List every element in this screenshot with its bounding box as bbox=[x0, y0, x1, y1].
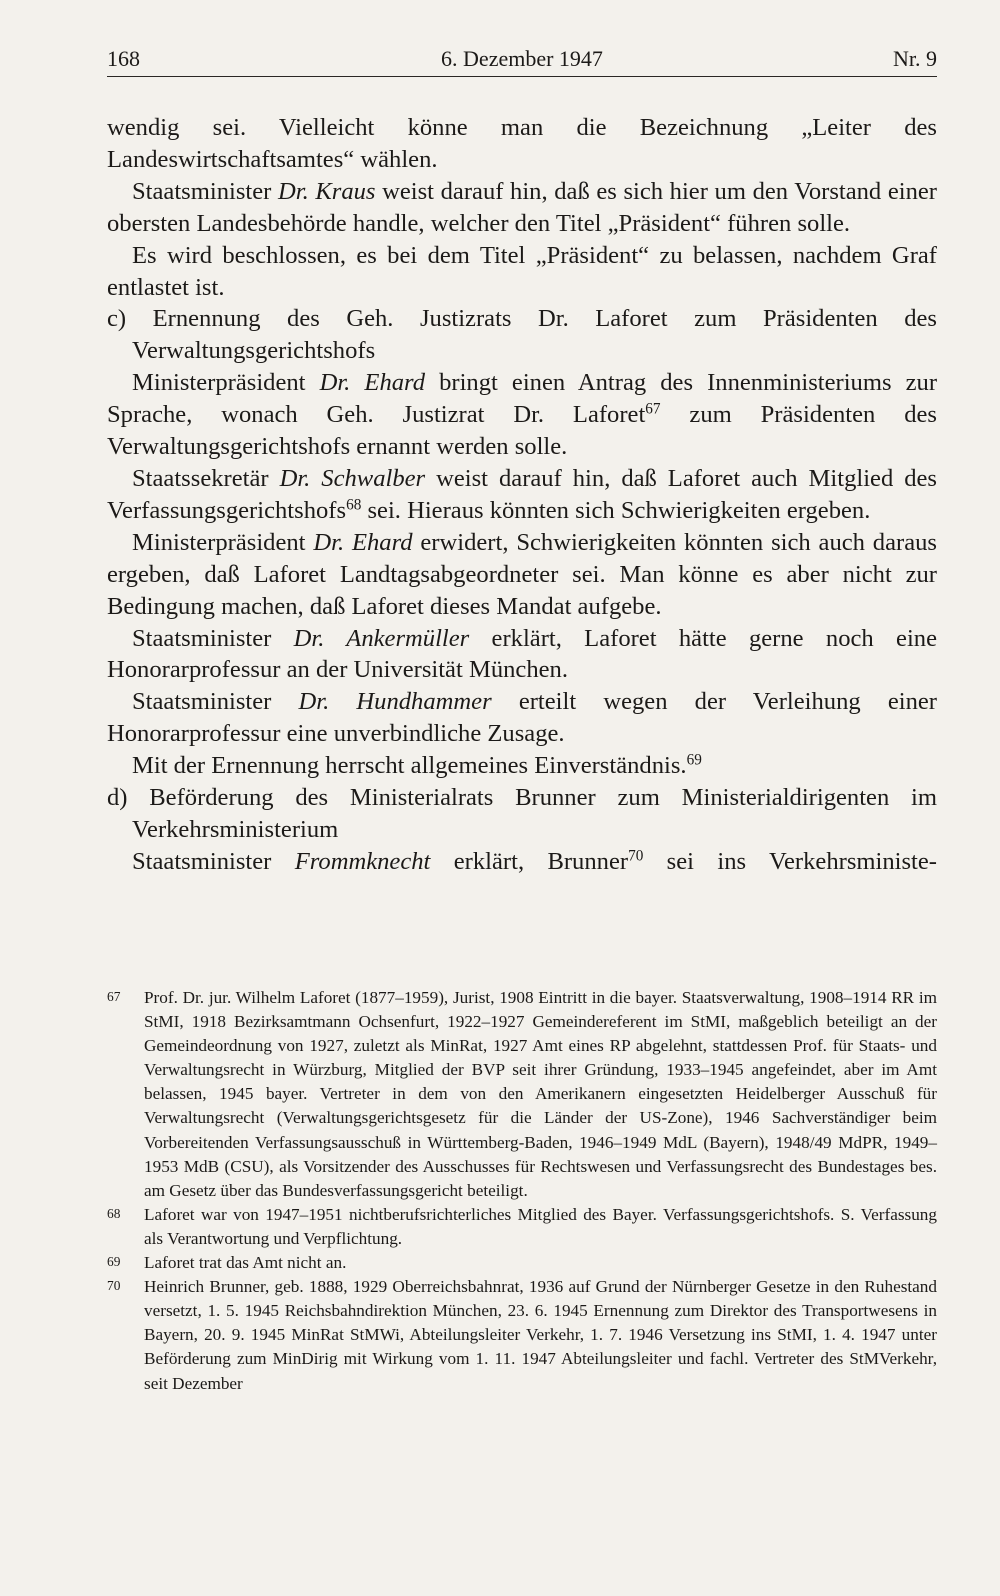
italic-text: Dr. bbox=[298, 688, 357, 716]
paragraph bbox=[107, 240, 937, 304]
italic-text: Schwalber bbox=[321, 464, 426, 492]
text-run: Mit der Ernennung herrscht allgemeines Einverständnis. bbox=[132, 752, 687, 780]
footnote-number: 67 bbox=[107, 989, 121, 1004]
footnote-ref[interactable]: 69 bbox=[686, 751, 702, 769]
text-run: weist darauf hin, daß Laforet auch Mitglied des Verfassungsgerichtshofs bbox=[107, 464, 937, 524]
text-run: Staatsminister bbox=[132, 847, 295, 875]
paragraph bbox=[107, 112, 937, 176]
text-run: Ministerpräsident bbox=[132, 528, 314, 556]
text-run: Staatssekretär bbox=[132, 464, 280, 492]
italic-text: Ankermüller bbox=[346, 624, 470, 652]
text-run: erwidert, Schwierigkeiten könnten sich auch daraus ergeben, daß Laforet Landtagsabgeordneter sei. Man könne es aber nicht zur Bedingung machen, daß Laforet dieses Mandat aufgebe. bbox=[107, 528, 937, 620]
footnote bbox=[107, 986, 937, 1203]
italic-text: Ehard bbox=[364, 369, 425, 397]
italic-text: Dr. bbox=[293, 624, 347, 652]
italic-text: Dr. bbox=[279, 464, 322, 492]
paragraph bbox=[107, 367, 937, 463]
text-run: weist darauf hin, daß es sich hier um den Vorstand einer obersten Landesbehörde handle, welcher den Titel „Präsident“ führen solle. bbox=[107, 177, 937, 237]
italic-text: Frommknecht bbox=[294, 847, 431, 875]
text-run: sei ins Verkehrsministe- bbox=[643, 847, 937, 875]
text-run: Es wird beschlossen, es bei dem Titel „Präsident“ zu belassen, nachdem Graf entlastet ist. bbox=[107, 241, 937, 301]
text-run: Staatsminister bbox=[132, 177, 278, 205]
footnote-ref[interactable]: 70 bbox=[628, 847, 644, 865]
section-heading bbox=[107, 303, 937, 367]
footnote bbox=[107, 1251, 937, 1275]
text-run: Ministerpräsident bbox=[132, 369, 320, 397]
text-run: bringt einen Antrag des Innenministeriums zur Sprache, wonach Geh. Justizrat Dr. Laforet bbox=[107, 369, 938, 429]
paragraph bbox=[107, 527, 937, 623]
text-run: sei. Hieraus könnten sich Schwierigkeiten ergeben. bbox=[361, 496, 871, 524]
italic-text: Brunner bbox=[209, 1277, 266, 1297]
italic-text: Verfassung als Verantwortung und Verpflichtung. bbox=[144, 1204, 937, 1248]
text-run: Laforet trat das Amt nicht an. bbox=[144, 1253, 347, 1273]
paragraph bbox=[107, 463, 937, 527]
italic-text: Kraus bbox=[315, 177, 376, 205]
text-run: d) Beförderung des Ministerialrats Brunner zum Ministerialdirigenten im Verkehrsministerium bbox=[107, 784, 937, 843]
section-heading bbox=[107, 782, 937, 846]
paragraph bbox=[107, 686, 937, 750]
text-run: erklärt, Brunner bbox=[430, 847, 629, 875]
text-run: erklärt, Laforet hätte gerne noch eine Honorarprofessur an der Universität München. bbox=[107, 624, 937, 684]
footnote-number: 68 bbox=[107, 1205, 121, 1221]
text-run: Prof. Dr. jur. Wilhelm bbox=[144, 988, 300, 1007]
text-run: , geb. 1888, 1929 Oberreichsbahnrat, 1936 auf Grund der Nürnberger Gesetze in den Ruhestand versetzt, 1. 5. 1945 Reichsbahndirektion München, 23. 6. 1945 Ernennung zum Direktor des Transportwesens in Bayern, 20. 9. 1945 MinRat StMWi, Abteilungsleiter Verkehr, 1. 7. 1946 Versetzung ins StMI, 1. 4. 1947 unter Beförderung zum MinDirig mit Wirkung vom 1. 11. 1947 Abteilungsleiter und fachl. Vertreter des StMVerkehr, seit Dezember bbox=[144, 1277, 937, 1393]
footnote bbox=[107, 1203, 937, 1251]
footnote-number: 70 bbox=[107, 1278, 121, 1294]
text-run: erteilt wegen der Verleihung einer Honorarprofessur eine unverbindliche Zusage. bbox=[107, 688, 937, 748]
paragraph bbox=[107, 750, 937, 782]
italic-text: Dr. bbox=[277, 177, 316, 205]
page-number: 168 bbox=[107, 46, 140, 71]
footnotes bbox=[107, 986, 937, 1396]
footnote-ref[interactable]: 67 bbox=[645, 400, 661, 418]
italic-text: Dr. bbox=[319, 369, 365, 397]
text-run: c) Ernennung des Geh. Justizrats Dr. Laforet zum Präsidenten des Verwaltungsgerichtshofs bbox=[107, 305, 937, 365]
header-rule bbox=[107, 76, 937, 77]
footnote bbox=[107, 1275, 937, 1395]
italic-text: Ehard bbox=[351, 528, 413, 556]
italic-text: Hundhammer bbox=[356, 688, 492, 716]
text-run: Heinrich bbox=[144, 1277, 210, 1297]
footnote-ref[interactable]: 68 bbox=[346, 496, 362, 514]
italic-text: Dr. bbox=[313, 528, 352, 556]
footnote-number: 69 bbox=[107, 1254, 121, 1270]
italic-text: Laforet bbox=[299, 988, 351, 1007]
main-text bbox=[107, 112, 937, 878]
text-run: (1877–1959), Jurist, 1908 Eintritt in die bayer. Staatsverwaltung, 1908–1914 RR im StMI, 1918 Bezirksamtmann Ochsenfurt, 1922–1927 Gemeindereferent im StMI, maßgeblich beteiligt an der Gemeindeordnung von 1927, zuletzt als MinRat, 1927 Amt eines RP abgelehnt, stattdessen Prof. für Staats- und Verwaltungsrecht in Würzburg, Mitglied der BVP seit ihrer Gründung, 1933–1945 angefeindet, aber im Amt belassen, 1945 bayer. Vertreter in dem von den Amerikanern eingesetzten Heidelberger Ausschuß für Verwaltungsrecht (Verwaltungsgerichtsgesetz für die Länder der US-Zone), 1946 Sachverständiger beim Vorbereitenden Verfassungsausschuß in Württemberg-Baden, 1946–1949 MdL (Bayern), 1948/49 MdPR, 1949–1953 MdB (CSU), als Vorsitzender des Ausschusses für Rechtswesen und Verfassungsrecht des Bundestages bes. am Gesetz über das Bundesverfassungsgericht beteiligt. bbox=[144, 988, 937, 1200]
running-head-date: 6. Dezember 1947 bbox=[441, 46, 603, 71]
text-run: wendig sei. Vielleicht könne man die Bezeichnung „Leiter des Landeswirtschaftsamtes“ wählen. bbox=[107, 114, 937, 173]
paragraph bbox=[107, 623, 937, 687]
paragraph bbox=[107, 846, 937, 878]
paragraph bbox=[107, 176, 937, 240]
text-run: Staatsminister bbox=[132, 688, 299, 716]
text-run: zum Präsidenten des Verwaltungsgerichtshofs ernannt werden solle. bbox=[107, 401, 937, 461]
text-run: Laforet war von 1947–1951 nichtberufsrichterliches Mitglied des Bayer. Verfassungsgerichtshofs. S. bbox=[144, 1204, 861, 1224]
text-run: Staatsminister bbox=[132, 624, 294, 652]
document-number: Nr. 9 bbox=[893, 46, 937, 71]
